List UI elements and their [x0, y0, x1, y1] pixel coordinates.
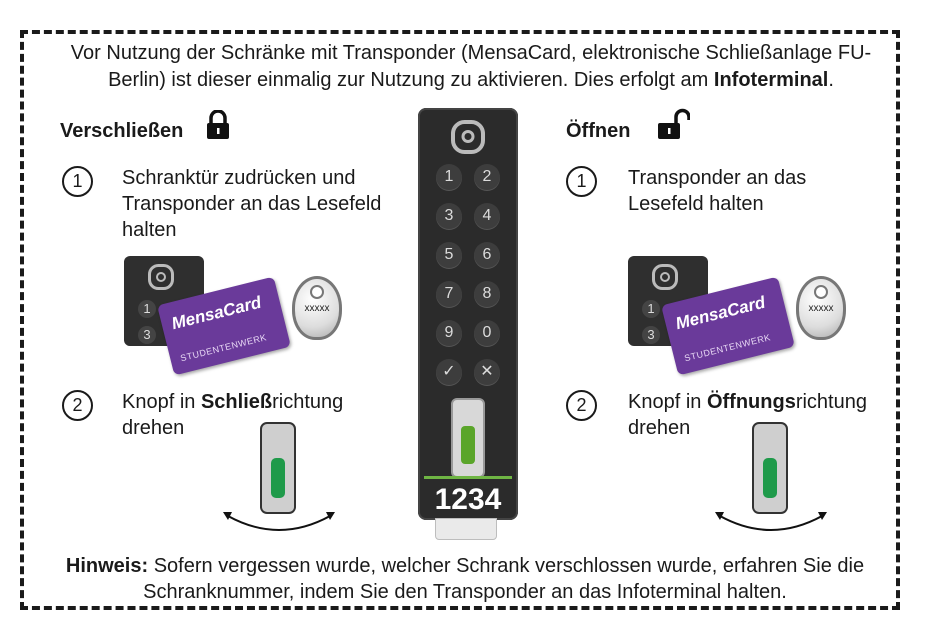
terminal-key: 9	[436, 320, 462, 346]
terminal-key-confirm: ✓	[436, 359, 462, 385]
lock-step1-text: Schranktür zudrücken und Transponder an das Lesefeld halten	[122, 167, 382, 241]
fob-code: xxxxx	[808, 303, 834, 314]
hint-text	[40, 553, 890, 605]
intro-bold: Infoterminal	[713, 69, 829, 91]
rotate-arrow-icon	[220, 500, 338, 540]
lock-step2-number: 2	[62, 390, 93, 421]
lock-step2-pre: Knopf in	[122, 391, 201, 413]
reader-key: 3	[138, 326, 156, 344]
card-issuer: STUDENTENWERK	[683, 332, 772, 364]
lock-step2-post: richtung drehen	[122, 391, 344, 439]
terminal-key: 6	[474, 242, 500, 268]
terminal-card-slot	[435, 518, 497, 540]
lock-closed-icon	[205, 110, 231, 140]
lock-step1-number: 1	[62, 166, 93, 197]
reader-key: 3	[642, 326, 660, 344]
rotate-arrow-icon	[712, 500, 830, 540]
terminal-key: 2	[474, 164, 500, 190]
unlock-step1-number: 1	[566, 166, 597, 197]
unlock-step2-pre: Knopf in	[628, 391, 707, 413]
terminal-key: 4	[474, 203, 500, 229]
reader-key: 1	[138, 300, 156, 318]
hint-body: Sofern vergessen wurde, welcher Schrank verschlossen wurde, erfahren Sie die Schranknummer, indem Sie den Transponder an das Infoterminal halten.	[143, 555, 865, 603]
transponder-fob-image	[796, 276, 846, 340]
unlock-step2-number: 2	[566, 390, 597, 421]
unlock-heading: Öffnen	[566, 120, 631, 142]
intro-text	[46, 40, 896, 94]
card-brand: MensaCard	[169, 292, 264, 334]
reader-key: 1	[642, 300, 660, 318]
lock-step2-text	[122, 389, 392, 441]
terminal-key: 8	[474, 281, 500, 307]
locker-number: 1234	[434, 483, 502, 516]
card-brand: MensaCard	[673, 292, 768, 334]
lock-step2-bold: Schließ	[200, 391, 273, 413]
terminal-knob	[451, 398, 485, 478]
lock-open-icon	[656, 108, 690, 140]
unlock-step1-text: Transponder an das Lesefeld halten	[628, 167, 807, 215]
terminal-status-line	[424, 476, 512, 479]
terminal-key-cancel: ✕	[474, 359, 500, 385]
terminal-key: 1	[436, 164, 462, 190]
infoterminal-image	[418, 108, 518, 520]
unlock-step2-post: richtung drehen	[628, 391, 867, 439]
transponder-fob-image	[292, 276, 342, 340]
hint-label: Hinweis:	[65, 555, 149, 577]
terminal-key: 0	[474, 320, 500, 346]
intro-end: .	[828, 69, 834, 91]
terminal-key: 3	[436, 203, 462, 229]
card-issuer: STUDENTENWERK	[179, 332, 268, 364]
terminal-key: 7	[436, 281, 462, 307]
fob-code: xxxxx	[304, 303, 330, 314]
lock-heading: Verschließen	[60, 120, 184, 142]
terminal-key: 5	[436, 242, 462, 268]
intro-part1: Vor Nutzung der Schränke mit Transponder (MensaCard, elektronische Schließanlage FU-Berlin) ist dieser einmalig zur Nutzung zu aktivieren. Dies erfolgt am	[70, 42, 872, 91]
unlock-step2-bold: Öffnungs	[706, 391, 796, 413]
